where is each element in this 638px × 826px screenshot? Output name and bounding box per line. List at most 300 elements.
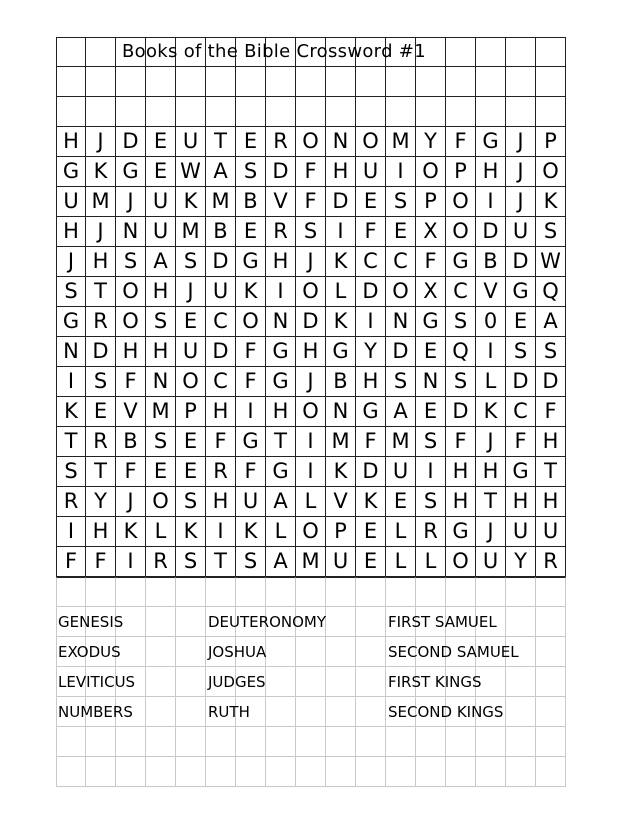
letter-cell: O bbox=[296, 277, 326, 307]
grid-cell bbox=[446, 577, 476, 607]
grid-cell bbox=[536, 727, 566, 757]
letter-cell: G bbox=[506, 277, 536, 307]
letter-cell: O bbox=[536, 157, 566, 187]
letter-cell: M bbox=[176, 217, 206, 247]
letter-cell: E bbox=[86, 397, 116, 427]
letter-cell: A bbox=[386, 397, 416, 427]
letter-cell: U bbox=[356, 157, 386, 187]
grid-cell bbox=[176, 607, 206, 637]
letter-cell: A bbox=[266, 547, 296, 577]
grid-cell bbox=[536, 37, 566, 67]
letter-cell: T bbox=[56, 427, 86, 457]
letter-cell: F bbox=[506, 427, 536, 457]
grid-cell bbox=[146, 637, 176, 667]
letter-cell: H bbox=[206, 397, 236, 427]
letter-cell: H bbox=[476, 157, 506, 187]
grid-cell bbox=[326, 607, 356, 637]
letter-cell: S bbox=[446, 367, 476, 397]
grid-cell bbox=[296, 637, 326, 667]
letter-cell: D bbox=[206, 247, 236, 277]
letter-cell: Q bbox=[446, 337, 476, 367]
word-list-item: NUMBERS bbox=[58, 703, 133, 721]
letter-cell: S bbox=[236, 547, 266, 577]
grid-cell bbox=[296, 727, 326, 757]
grid-cell bbox=[86, 727, 116, 757]
letter-cell: F bbox=[116, 457, 146, 487]
grid-cell bbox=[146, 577, 176, 607]
letter-cell: S bbox=[236, 157, 266, 187]
letter-cell: O bbox=[116, 307, 146, 337]
grid-cell bbox=[536, 67, 566, 97]
grid-cell bbox=[476, 97, 506, 127]
letter-cell: G bbox=[236, 427, 266, 457]
grid-cell bbox=[236, 757, 266, 787]
letter-cell: S bbox=[416, 427, 446, 457]
letter-cell: F bbox=[236, 457, 266, 487]
puzzle-title: Books of the Bible Crossword #1 bbox=[122, 41, 426, 62]
letter-cell: Q bbox=[536, 277, 566, 307]
letter-cell: O bbox=[296, 517, 326, 547]
word-list-row bbox=[56, 727, 566, 757]
letter-cell: T bbox=[86, 277, 116, 307]
letter-cell: J bbox=[506, 187, 536, 217]
letter-cell: H bbox=[86, 517, 116, 547]
grid-cell bbox=[326, 757, 356, 787]
grid-cell bbox=[386, 757, 416, 787]
letter-cell: S bbox=[416, 487, 446, 517]
grid-cell bbox=[116, 727, 146, 757]
letter-cell: B bbox=[236, 187, 266, 217]
letter-cell: B bbox=[206, 217, 236, 247]
letter-cell: D bbox=[506, 247, 536, 277]
letter-cell: K bbox=[356, 487, 386, 517]
letter-cell: A bbox=[536, 307, 566, 337]
letter-cell: L bbox=[476, 367, 506, 397]
letter-cell: M bbox=[86, 187, 116, 217]
letter-cell: E bbox=[356, 547, 386, 577]
letter-cell: V bbox=[116, 397, 146, 427]
letter-cell: N bbox=[326, 127, 356, 157]
letter-cell: G bbox=[326, 337, 356, 367]
letter-cell: H bbox=[446, 457, 476, 487]
grid-cell bbox=[506, 67, 536, 97]
puzzle-row bbox=[56, 517, 566, 547]
puzzle-row bbox=[56, 337, 566, 367]
grid-cell bbox=[176, 637, 206, 667]
letter-cell: G bbox=[236, 247, 266, 277]
letter-cell: C bbox=[206, 307, 236, 337]
letter-cell: E bbox=[236, 217, 266, 247]
letter-cell: H bbox=[296, 337, 326, 367]
letter-cell: N bbox=[56, 337, 86, 367]
letter-cell: R bbox=[416, 517, 446, 547]
letter-cell: S bbox=[56, 277, 86, 307]
grid-cell bbox=[206, 97, 236, 127]
letter-cell: R bbox=[86, 307, 116, 337]
grid-cell bbox=[476, 37, 506, 67]
puzzle-row bbox=[56, 157, 566, 187]
word-list-item: DEUTERONOMY bbox=[208, 613, 327, 631]
letter-cell: S bbox=[176, 247, 206, 277]
letter-cell: P bbox=[326, 517, 356, 547]
letter-cell: E bbox=[386, 487, 416, 517]
word-list-item: JUDGES bbox=[208, 673, 266, 691]
grid-cell bbox=[176, 577, 206, 607]
letter-cell: X bbox=[416, 277, 446, 307]
letter-cell: D bbox=[536, 367, 566, 397]
letter-cell: D bbox=[356, 457, 386, 487]
letter-cell: U bbox=[146, 187, 176, 217]
grid-cell bbox=[446, 97, 476, 127]
letter-cell: C bbox=[386, 247, 416, 277]
grid-cell bbox=[536, 757, 566, 787]
letter-cell: F bbox=[356, 217, 386, 247]
grid-cell bbox=[146, 727, 176, 757]
grid-cell bbox=[176, 667, 206, 697]
letter-cell: N bbox=[416, 367, 446, 397]
grid-cell bbox=[146, 697, 176, 727]
letter-cell: G bbox=[446, 247, 476, 277]
grid-cell bbox=[446, 727, 476, 757]
letter-cell: C bbox=[446, 277, 476, 307]
letter-cell: U bbox=[146, 217, 176, 247]
letter-cell: F bbox=[356, 427, 386, 457]
letter-cell: F bbox=[296, 157, 326, 187]
letter-cell: H bbox=[476, 457, 506, 487]
grid-cell bbox=[56, 577, 86, 607]
letter-cell: M bbox=[386, 427, 416, 457]
grid-cell bbox=[476, 67, 506, 97]
letter-cell: I bbox=[476, 337, 506, 367]
letter-cell: L bbox=[416, 547, 446, 577]
letter-cell: J bbox=[506, 127, 536, 157]
letter-cell: B bbox=[326, 367, 356, 397]
letter-cell: O bbox=[116, 277, 146, 307]
grid-cell bbox=[266, 697, 296, 727]
letter-cell: P bbox=[446, 157, 476, 187]
letter-cell: A bbox=[206, 157, 236, 187]
letter-cell: T bbox=[206, 127, 236, 157]
letter-cell: H bbox=[56, 127, 86, 157]
grid-cell bbox=[86, 37, 116, 67]
grid-cell bbox=[506, 97, 536, 127]
letter-cell: H bbox=[326, 157, 356, 187]
grid-cell bbox=[296, 67, 326, 97]
letter-cell: M bbox=[206, 187, 236, 217]
letter-cell: E bbox=[176, 307, 206, 337]
letter-cell: D bbox=[206, 337, 236, 367]
grid-cell bbox=[326, 667, 356, 697]
letter-cell: Y bbox=[506, 547, 536, 577]
letter-cell: D bbox=[386, 337, 416, 367]
letter-cell: L bbox=[266, 517, 296, 547]
letter-cell: O bbox=[386, 277, 416, 307]
letter-cell: V bbox=[266, 187, 296, 217]
letter-cell: F bbox=[86, 547, 116, 577]
letter-cell: Y bbox=[86, 487, 116, 517]
letter-cell: N bbox=[386, 307, 416, 337]
letter-cell: E bbox=[176, 427, 206, 457]
grid-cell bbox=[356, 697, 386, 727]
letter-cell: I bbox=[296, 457, 326, 487]
grid-cell bbox=[476, 727, 506, 757]
grid-cell bbox=[236, 577, 266, 607]
letter-cell: T bbox=[266, 427, 296, 457]
letter-cell: L bbox=[296, 487, 326, 517]
grid-cell bbox=[326, 637, 356, 667]
letter-cell: D bbox=[326, 187, 356, 217]
grid-cell bbox=[116, 577, 146, 607]
letter-cell: R bbox=[536, 547, 566, 577]
grid-cell bbox=[326, 97, 356, 127]
grid-cell bbox=[356, 757, 386, 787]
letter-cell: I bbox=[356, 307, 386, 337]
letter-cell: N bbox=[266, 307, 296, 337]
grid-cell bbox=[176, 67, 206, 97]
letter-cell: I bbox=[416, 457, 446, 487]
letter-cell: H bbox=[56, 217, 86, 247]
letter-cell: U bbox=[206, 277, 236, 307]
grid-cell bbox=[236, 67, 266, 97]
letter-cell: R bbox=[266, 217, 296, 247]
puzzle-row bbox=[56, 307, 566, 337]
grid-cell bbox=[416, 577, 446, 607]
grid-cell bbox=[266, 637, 296, 667]
puzzle-row bbox=[56, 397, 566, 427]
letter-cell: J bbox=[506, 157, 536, 187]
letter-cell: I bbox=[296, 427, 326, 457]
letter-cell: U bbox=[536, 517, 566, 547]
letter-cell: S bbox=[506, 337, 536, 367]
letter-cell: F bbox=[116, 367, 146, 397]
letter-cell: F bbox=[416, 247, 446, 277]
letter-cell: E bbox=[416, 337, 446, 367]
letter-cell: F bbox=[446, 127, 476, 157]
grid-cell bbox=[536, 607, 566, 637]
grid-cell bbox=[86, 577, 116, 607]
letter-cell: L bbox=[386, 517, 416, 547]
letter-cell: G bbox=[446, 517, 476, 547]
puzzle-row bbox=[56, 187, 566, 217]
letter-cell: H bbox=[146, 277, 176, 307]
letter-cell: D bbox=[476, 217, 506, 247]
letter-cell: H bbox=[206, 487, 236, 517]
grid-cell bbox=[176, 97, 206, 127]
grid-cell bbox=[176, 697, 206, 727]
grid-cell bbox=[266, 577, 296, 607]
grid-cell bbox=[506, 607, 536, 637]
letter-cell: I bbox=[476, 187, 506, 217]
grid-cell bbox=[56, 37, 86, 67]
letter-cell: S bbox=[386, 367, 416, 397]
letter-cell: K bbox=[116, 517, 146, 547]
letter-cell: H bbox=[506, 487, 536, 517]
letter-cell: C bbox=[206, 367, 236, 397]
grid-cell bbox=[386, 97, 416, 127]
letter-cell: J bbox=[296, 367, 326, 397]
letter-cell: B bbox=[116, 427, 146, 457]
grid-cell bbox=[356, 577, 386, 607]
letter-cell: G bbox=[266, 367, 296, 397]
letter-cell: R bbox=[266, 127, 296, 157]
letter-cell: G bbox=[476, 127, 506, 157]
letter-cell: T bbox=[86, 457, 116, 487]
blank-row bbox=[56, 67, 566, 97]
letter-cell: P bbox=[416, 187, 446, 217]
letter-cell: O bbox=[296, 127, 326, 157]
letter-cell: T bbox=[536, 457, 566, 487]
title-row bbox=[56, 37, 566, 67]
letter-cell: S bbox=[386, 187, 416, 217]
word-list-row bbox=[56, 577, 566, 607]
letter-cell: S bbox=[116, 247, 146, 277]
letter-cell: O bbox=[446, 217, 476, 247]
grid-cell bbox=[206, 727, 236, 757]
letter-cell: H bbox=[356, 367, 386, 397]
letter-cell: Y bbox=[416, 127, 446, 157]
letter-cell: H bbox=[266, 247, 296, 277]
letter-cell: J bbox=[116, 187, 146, 217]
letter-cell: O bbox=[416, 157, 446, 187]
grid-cell bbox=[266, 667, 296, 697]
letter-cell: K bbox=[326, 247, 356, 277]
grid-cell bbox=[356, 727, 386, 757]
letter-cell: I bbox=[56, 517, 86, 547]
letter-cell: 0 bbox=[476, 307, 506, 337]
letter-cell: N bbox=[326, 397, 356, 427]
grid-cell bbox=[416, 97, 446, 127]
letter-cell: E bbox=[356, 187, 386, 217]
letter-cell: I bbox=[386, 157, 416, 187]
letter-cell: I bbox=[116, 547, 146, 577]
letter-cell: E bbox=[506, 307, 536, 337]
grid-cell bbox=[476, 577, 506, 607]
letter-cell: E bbox=[386, 217, 416, 247]
letter-cell: H bbox=[86, 247, 116, 277]
grid-cell bbox=[356, 667, 386, 697]
grid-cell bbox=[446, 757, 476, 787]
letter-cell: J bbox=[116, 487, 146, 517]
letter-cell: G bbox=[56, 307, 86, 337]
letter-cell: M bbox=[386, 127, 416, 157]
letter-cell: W bbox=[536, 247, 566, 277]
grid-cell bbox=[296, 97, 326, 127]
grid-cell bbox=[416, 67, 446, 97]
letter-cell: Y bbox=[356, 337, 386, 367]
letter-cell: R bbox=[56, 487, 86, 517]
letter-cell: K bbox=[86, 157, 116, 187]
letter-cell: J bbox=[86, 217, 116, 247]
letter-cell: D bbox=[266, 157, 296, 187]
letter-cell: D bbox=[506, 367, 536, 397]
puzzle-row bbox=[56, 487, 566, 517]
letter-cell: S bbox=[536, 337, 566, 367]
grid-cell bbox=[536, 667, 566, 697]
letter-cell: M bbox=[326, 427, 356, 457]
letter-cell: E bbox=[146, 457, 176, 487]
letter-cell: F bbox=[56, 547, 86, 577]
grid-cell bbox=[326, 697, 356, 727]
grid-cell bbox=[356, 607, 386, 637]
letter-cell: D bbox=[356, 277, 386, 307]
grid-cell bbox=[326, 727, 356, 757]
letter-cell: U bbox=[236, 487, 266, 517]
letter-cell: J bbox=[56, 247, 86, 277]
letter-cell: F bbox=[296, 187, 326, 217]
grid-cell bbox=[356, 67, 386, 97]
letter-cell: I bbox=[266, 277, 296, 307]
letter-cell: H bbox=[536, 487, 566, 517]
letter-cell: U bbox=[176, 337, 206, 367]
grid-cell bbox=[506, 727, 536, 757]
letter-cell: S bbox=[296, 217, 326, 247]
word-list-item: EXODUS bbox=[58, 643, 121, 661]
letter-cell: S bbox=[56, 457, 86, 487]
grid-cell bbox=[56, 97, 86, 127]
letter-cell: R bbox=[146, 547, 176, 577]
letter-cell: S bbox=[146, 307, 176, 337]
grid-cell bbox=[266, 97, 296, 127]
letter-cell: K bbox=[536, 187, 566, 217]
grid-cell bbox=[416, 727, 446, 757]
letter-cell: V bbox=[326, 487, 356, 517]
grid-cell bbox=[86, 97, 116, 127]
letter-cell: C bbox=[506, 397, 536, 427]
grid-cell bbox=[536, 97, 566, 127]
letter-cell: U bbox=[506, 517, 536, 547]
letter-cell: D bbox=[296, 307, 326, 337]
letter-cell: N bbox=[116, 217, 146, 247]
letter-cell: U bbox=[176, 127, 206, 157]
letter-cell: F bbox=[536, 397, 566, 427]
grid-cell bbox=[356, 97, 386, 127]
grid-cell bbox=[506, 577, 536, 607]
letter-cell: G bbox=[56, 157, 86, 187]
letter-cell: E bbox=[176, 457, 206, 487]
letter-cell: H bbox=[536, 427, 566, 457]
grid-cell bbox=[446, 37, 476, 67]
letter-cell: I bbox=[326, 217, 356, 247]
letter-cell: I bbox=[206, 517, 236, 547]
letter-cell: G bbox=[266, 337, 296, 367]
letter-cell: K bbox=[176, 187, 206, 217]
grid-cell bbox=[176, 757, 206, 787]
grid-cell bbox=[56, 757, 86, 787]
letter-cell: O bbox=[446, 187, 476, 217]
letter-cell: D bbox=[116, 127, 146, 157]
letter-cell: O bbox=[446, 547, 476, 577]
word-list-item: SECOND KINGS bbox=[388, 703, 504, 721]
letter-cell: R bbox=[206, 457, 236, 487]
puzzle-row bbox=[56, 127, 566, 157]
letter-cell: D bbox=[446, 397, 476, 427]
letter-cell: I bbox=[56, 367, 86, 397]
grid-cell bbox=[206, 577, 236, 607]
grid-cell bbox=[536, 697, 566, 727]
blank-row bbox=[56, 97, 566, 127]
grid-cell bbox=[536, 637, 566, 667]
letter-cell: V bbox=[476, 277, 506, 307]
grid-cell bbox=[116, 97, 146, 127]
letter-cell: S bbox=[86, 367, 116, 397]
letter-cell: U bbox=[326, 547, 356, 577]
grid-cell bbox=[416, 757, 446, 787]
letter-cell: J bbox=[476, 517, 506, 547]
grid-cell bbox=[326, 577, 356, 607]
grid-cell bbox=[386, 577, 416, 607]
letter-cell: M bbox=[146, 397, 176, 427]
letter-cell: K bbox=[236, 517, 266, 547]
